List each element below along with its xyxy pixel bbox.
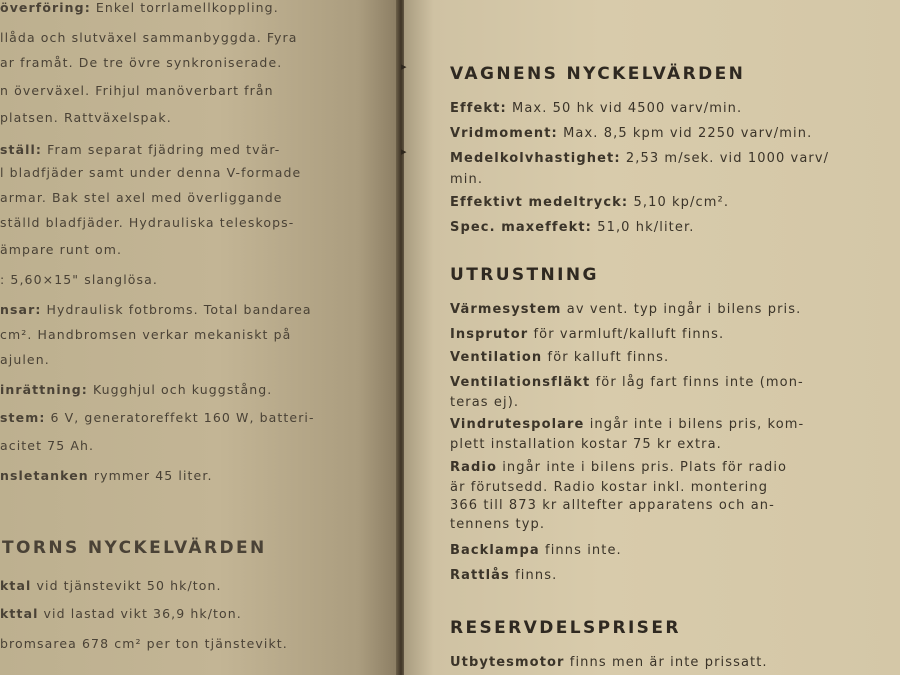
line-text: rymmer 45 liter.: [88, 468, 213, 483]
text-line: [450, 126, 812, 141]
line-text: Kugghjul och kuggstång.: [87, 382, 273, 397]
line-text: för varmluft/kalluft finns.: [528, 327, 725, 342]
text-line: [0, 165, 301, 180]
text-line: [0, 190, 283, 205]
line-text: för låg fart finns inte (mon-: [590, 375, 804, 390]
text-line: [0, 110, 172, 125]
line-text: är förutsedd. Radio kostar inkl. montering: [450, 480, 769, 495]
line-term: Backlampa: [450, 543, 540, 558]
line-text: : 5,60×15" slanglösa.: [0, 272, 158, 287]
line-text: Max. 8,5 kpm vid 2250 varv/min.: [557, 126, 813, 141]
line-term: Effektivt medeltryck:: [450, 195, 629, 210]
text-line: [0, 55, 282, 70]
line-text: 2,53 m/sek. vid 1000 varv/: [620, 151, 830, 166]
text-line: [0, 272, 158, 287]
line-term: Insprutor: [450, 327, 529, 342]
text-line: [0, 468, 213, 483]
text-line: [450, 417, 804, 432]
text-line: [0, 327, 291, 342]
line-text: ingår inte i bilens pris. Plats för radio: [496, 460, 788, 475]
text-line: [450, 568, 557, 583]
line-term: Vridmoment:: [450, 126, 558, 141]
page-mark: ▸: [401, 60, 407, 73]
text-line: [450, 375, 804, 390]
line-term: Radio: [450, 460, 497, 475]
line-term: Utbytesmotor: [450, 655, 565, 670]
section-heading-utrustning: UTRUSTNING: [450, 265, 599, 285]
text-line: [450, 101, 742, 116]
text-line: [450, 517, 545, 532]
line-term: Medelkolvhastighet:: [450, 151, 621, 166]
line-text: min.: [450, 172, 484, 187]
line-text: tennens typ.: [450, 517, 546, 532]
line-text: plett installation kostar 75 kr extra.: [450, 437, 722, 452]
line-text: vid tjänstevikt 50 hk/ton.: [31, 578, 222, 593]
text-line: [450, 195, 729, 210]
line-text: ämpare runt om.: [0, 242, 123, 257]
line-text: ajulen.: [0, 352, 50, 367]
line-text: 5,10 kp/cm².: [628, 195, 730, 210]
text-line: [0, 382, 272, 397]
text-line: [0, 352, 50, 367]
line-term: nsar:: [0, 302, 42, 317]
line-term: stem:: [0, 410, 46, 425]
line-text: finns.: [509, 568, 558, 583]
line-term: Rattlås: [450, 568, 510, 583]
page-mark: ▸: [401, 145, 407, 158]
line-term: kttal: [0, 606, 39, 621]
text-line: [450, 220, 694, 235]
line-text: 366 till 873 kr alltefter apparatens och an-: [450, 498, 775, 513]
line-text: finns men är inte prissatt.: [564, 655, 768, 670]
line-text: Hydraulisk fotbroms. Total bandarea: [41, 302, 312, 317]
text-line: [0, 438, 94, 453]
line-text: 51,0 hk/liter.: [591, 220, 695, 235]
line-term: överföring:: [0, 0, 91, 15]
text-line: [0, 578, 222, 593]
section-heading-vagnens: VAGNENS NYCKELVÄRDEN: [450, 64, 746, 84]
text-line: [450, 327, 724, 342]
text-line: [0, 142, 280, 157]
text-line: [450, 437, 722, 452]
line-text: llåda och slutväxel sammanbyggda. Fyra: [0, 30, 298, 45]
text-line: [450, 480, 768, 495]
line-text: vid lastad vikt 36,9 hk/ton.: [38, 606, 242, 621]
line-text: platsen. Rattväxelspak.: [0, 110, 172, 125]
text-line: [0, 242, 122, 257]
line-text: av vent. typ ingår i bilens pris.: [561, 302, 802, 317]
text-line: [450, 460, 787, 475]
text-line: [0, 215, 294, 230]
line-text: ingår inte i bilens pris, kom-: [584, 417, 805, 432]
section-heading-reservdelspriser: RESERVDELSPRISER: [450, 618, 681, 638]
line-text: finns inte.: [539, 543, 622, 558]
line-text: l bladfjäder samt under denna V-formade: [0, 165, 302, 180]
text-line: [450, 151, 829, 166]
text-line: [0, 0, 279, 15]
text-line: [450, 350, 669, 365]
text-line: [450, 543, 622, 558]
line-text: bromsarea 678 cm² per ton tjänstevikt.: [0, 636, 288, 651]
line-term: Ventilationsfläkt: [450, 375, 591, 390]
line-term: Spec. maxeffekt:: [450, 220, 592, 235]
line-term: Vindrutespolare: [450, 417, 585, 432]
line-term: Värmesystem: [450, 302, 562, 317]
line-term: nsletanken: [0, 468, 89, 483]
line-term: Effekt:: [450, 101, 507, 116]
line-text: Enkel torrlamellkoppling.: [90, 0, 279, 15]
line-text: Max. 50 hk vid 4500 varv/min.: [506, 101, 743, 116]
text-line: [450, 302, 801, 317]
text-line: [450, 395, 519, 410]
text-line: [450, 172, 483, 187]
right-page: [401, 0, 900, 675]
line-text: ställd bladfjäder. Hydrauliska teleskops-: [0, 215, 295, 230]
text-line: [0, 83, 274, 98]
text-line: [0, 30, 298, 45]
text-line: [0, 636, 288, 651]
line-term: ktal: [0, 578, 32, 593]
line-text: teras ej).: [450, 395, 520, 410]
line-text: Fram separat fjädring med tvär-: [42, 142, 281, 157]
text-line: [450, 498, 775, 513]
text-line: [450, 655, 768, 670]
text-line: [0, 410, 315, 425]
line-term: Ventilation: [450, 350, 543, 365]
left-page: [0, 0, 398, 675]
left-heading: TORNS NYCKELVÄRDEN: [2, 538, 267, 558]
line-text: acitet 75 Ah.: [0, 438, 95, 453]
text-line: [0, 302, 312, 317]
line-text: ar framåt. De tre övre synkroniserade.: [0, 55, 283, 70]
line-text: 6 V, generatoreffekt 160 W, batteri-: [45, 410, 315, 425]
line-term: ställ:: [0, 142, 43, 157]
line-text: cm². Handbromsen verkar mekaniskt på: [0, 327, 292, 342]
line-text: n överväxel. Frihjul manöverbart från: [0, 83, 274, 98]
line-term: inrättning:: [0, 382, 88, 397]
text-line: [0, 606, 242, 621]
line-text: armar. Bak stel axel med överliggande: [0, 190, 283, 205]
line-text: för kalluft finns.: [542, 350, 670, 365]
